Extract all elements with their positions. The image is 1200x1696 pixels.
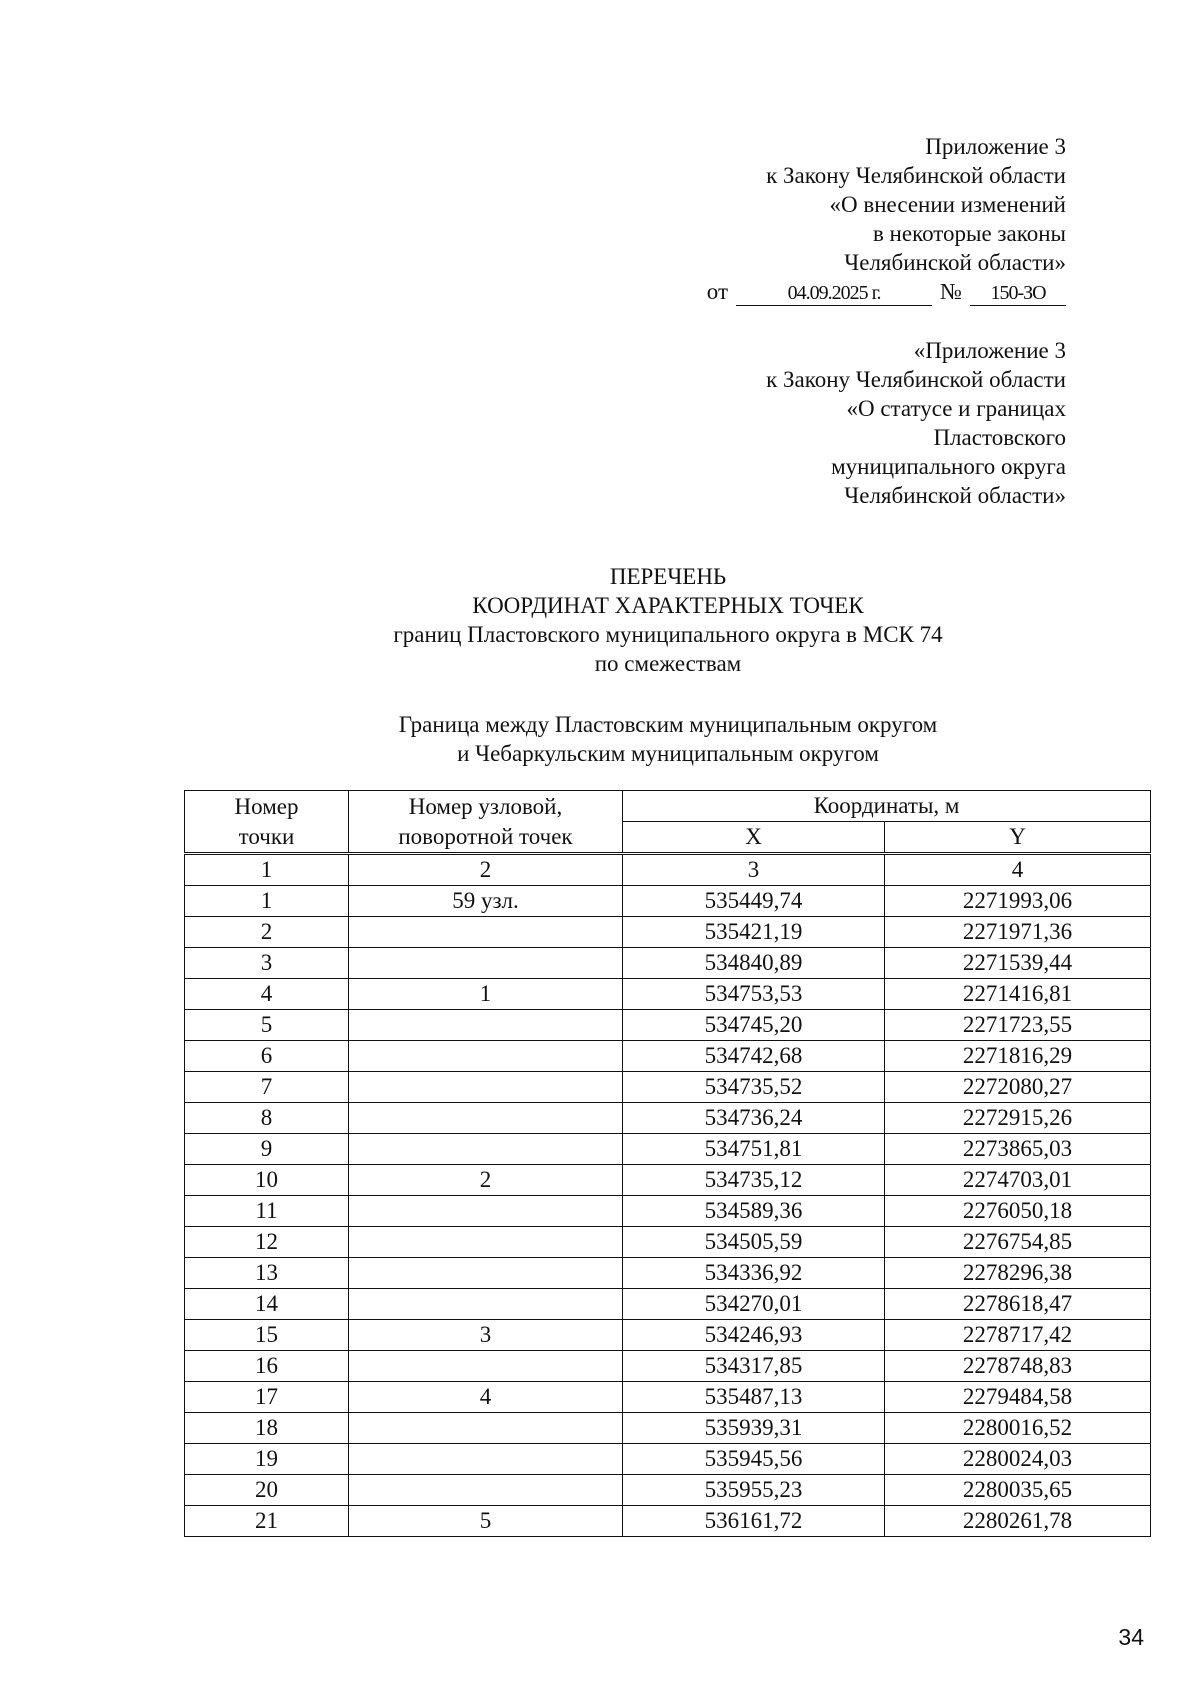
table-row: [185, 1289, 1151, 1320]
table-row: [185, 886, 1151, 917]
cell-y: 2276754,85: [885, 1227, 1151, 1258]
cell-x: 535487,13: [623, 1382, 885, 1413]
cell-node-number: [349, 1351, 623, 1382]
cell-y: 2278618,47: [885, 1289, 1151, 1320]
cell-point-number: 7: [185, 1072, 349, 1103]
cell-y: 2272915,26: [885, 1103, 1151, 1134]
cell-x: 535955,23: [623, 1475, 885, 1506]
cell-y: 2278717,42: [885, 1320, 1151, 1351]
boundary-line: Граница между Пластовским муниципальным округом: [398, 712, 938, 737]
page-number: 34: [1118, 1624, 1144, 1650]
cell-node-number: 1: [349, 979, 623, 1010]
number-sign: №: [940, 279, 962, 304]
cell-point-number: 6: [185, 1041, 349, 1072]
cell-point-number: 5: [185, 1010, 349, 1041]
cell-node-number: [349, 1475, 623, 1506]
cell-point-number: 12: [185, 1227, 349, 1258]
cell-node-number: [349, 1227, 623, 1258]
cell-x: 535945,56: [623, 1444, 885, 1475]
cell-y: 2274703,01: [885, 1165, 1151, 1196]
cell-x: 534742,68: [623, 1041, 885, 1072]
cell-node-number: [349, 1103, 623, 1134]
cell-x: 534336,92: [623, 1258, 885, 1289]
table-row: [185, 1072, 1151, 1103]
cell-x: 535449,74: [623, 886, 885, 917]
cell-node-number: [349, 1258, 623, 1289]
cell-x: 536161,72: [623, 1506, 885, 1537]
table-row: [185, 1320, 1151, 1351]
cell-node-number: [349, 948, 623, 979]
cell-x: 534753,53: [623, 979, 885, 1010]
column-number: 3: [623, 854, 885, 886]
cell-y: 2278748,83: [885, 1351, 1151, 1382]
table-row: [185, 1165, 1151, 1196]
table-row: [185, 1134, 1151, 1165]
table-row: [185, 1475, 1151, 1506]
cell-point-number: 13: [185, 1258, 349, 1289]
header-x: X: [623, 822, 885, 854]
header-y: Y: [885, 822, 1151, 854]
appendix-line: «О внесении изменений: [829, 192, 1066, 217]
cell-point-number: 2: [185, 917, 349, 948]
cell-x: 534505,59: [623, 1227, 885, 1258]
cell-x: 534246,93: [623, 1320, 885, 1351]
cell-y: 2280035,65: [885, 1475, 1151, 1506]
cell-point-number: 14: [185, 1289, 349, 1320]
cell-y: 2278296,38: [885, 1258, 1151, 1289]
cell-node-number: 3: [349, 1320, 623, 1351]
cell-x: 534735,12: [623, 1165, 885, 1196]
cell-y: 2273865,03: [885, 1134, 1151, 1165]
title-line: КООРДИНАТ ХАРАКТЕРНЫХ ТОЧЕК: [472, 593, 864, 618]
table-row: [185, 1351, 1151, 1382]
cell-point-number: 3: [185, 948, 349, 979]
column-number: 1: [185, 854, 349, 886]
cell-node-number: 5: [349, 1506, 623, 1537]
table-header-row: [185, 791, 1151, 822]
amended-line: к Закону Челябинской области: [766, 367, 1066, 392]
header-node-number: Номер узловой, поворотной точек: [349, 791, 623, 854]
cell-point-number: 9: [185, 1134, 349, 1165]
header-coordinates: Координаты, м: [623, 791, 1151, 822]
law-date: 04.09.2025 г.: [736, 281, 932, 306]
cell-x: 534751,81: [623, 1134, 885, 1165]
cell-y: 2271993,06: [885, 886, 1151, 917]
table-row: [185, 1103, 1151, 1134]
cell-y: 2271971,36: [885, 917, 1151, 948]
boundary-subtitle: [0, 710, 1200, 768]
cell-x: 534745,20: [623, 1010, 885, 1041]
appendix-line: Челябинской области»: [844, 250, 1066, 275]
cell-y: 2271723,55: [885, 1010, 1151, 1041]
cell-node-number: [349, 1289, 623, 1320]
title-line: ПЕРЕЧЕНЬ: [609, 564, 727, 589]
table-row: [185, 948, 1151, 979]
column-number-row: [185, 854, 1151, 886]
cell-x: 534317,85: [623, 1351, 885, 1382]
cell-x: 534735,52: [623, 1072, 885, 1103]
column-number: 2: [349, 854, 623, 886]
cell-node-number: [349, 1041, 623, 1072]
cell-node-number: [349, 1134, 623, 1165]
cell-point-number: 1: [185, 886, 349, 917]
document-title: [0, 562, 1200, 678]
table-row: [185, 1382, 1151, 1413]
cell-x: 535939,31: [623, 1413, 885, 1444]
amended-line: Челябинской области»: [844, 483, 1066, 508]
cell-y: 2280016,52: [885, 1413, 1151, 1444]
cell-point-number: 4: [185, 979, 349, 1010]
appendix-line: в некоторые законы: [872, 221, 1066, 246]
date-prefix: от: [706, 279, 729, 304]
table-row: [185, 1196, 1151, 1227]
header-point-number: Номер точки: [185, 791, 349, 854]
cell-point-number: 19: [185, 1444, 349, 1475]
cell-y: 2271416,81: [885, 979, 1151, 1010]
amended-line: Пластовского: [933, 425, 1066, 450]
column-number: 4: [885, 854, 1151, 886]
table-row: [185, 979, 1151, 1010]
table-row: [185, 1413, 1151, 1444]
cell-node-number: [349, 1196, 623, 1227]
cell-point-number: 10: [185, 1165, 349, 1196]
cell-y: 2271539,44: [885, 948, 1151, 979]
cell-point-number: 8: [185, 1103, 349, 1134]
table-body: [185, 886, 1151, 1537]
cell-node-number: [349, 917, 623, 948]
cell-point-number: 18: [185, 1413, 349, 1444]
cell-node-number: 59 узл.: [349, 886, 623, 917]
cell-point-number: 20: [185, 1475, 349, 1506]
appendix-line: Приложение 3: [925, 134, 1066, 159]
amended-appendix-header: [766, 336, 1066, 510]
title-line: по смежествам: [594, 651, 742, 676]
boundary-line: и Чебаркульским муниципальным округом: [457, 741, 879, 766]
amended-line: муниципального округа: [831, 454, 1066, 479]
cell-node-number: [349, 1444, 623, 1475]
cell-node-number: 4: [349, 1382, 623, 1413]
amended-line: «Приложение 3: [913, 338, 1066, 363]
law-number: 150-ЗО: [970, 281, 1066, 306]
title-line: границ Пластовского муниципального округа в МСК 74: [393, 622, 943, 647]
law-date-number-line: [707, 277, 1066, 306]
cell-point-number: 16: [185, 1351, 349, 1382]
table-row: [185, 1258, 1151, 1289]
table-row: [185, 917, 1151, 948]
cell-x: 534589,36: [623, 1196, 885, 1227]
table-row: [185, 1041, 1151, 1072]
cell-y: 2272080,27: [885, 1072, 1151, 1103]
cell-x: 535421,19: [623, 917, 885, 948]
table-row: [185, 1506, 1151, 1537]
cell-y: 2276050,18: [885, 1196, 1151, 1227]
table-row: [185, 1444, 1151, 1475]
cell-node-number: [349, 1010, 623, 1041]
cell-y: 2271816,29: [885, 1041, 1151, 1072]
cell-node-number: 2: [349, 1165, 623, 1196]
appendix-header: [707, 132, 1066, 306]
cell-point-number: 21: [185, 1506, 349, 1537]
cell-x: 534840,89: [623, 948, 885, 979]
cell-point-number: 15: [185, 1320, 349, 1351]
amended-line: «О статусе и границах: [846, 396, 1066, 421]
table-row: [185, 1227, 1151, 1258]
cell-node-number: [349, 1413, 623, 1444]
cell-point-number: 17: [185, 1382, 349, 1413]
appendix-line: к Закону Челябинской области: [766, 163, 1066, 188]
cell-x: 534736,24: [623, 1103, 885, 1134]
table-row: [185, 1010, 1151, 1041]
cell-y: 2280261,78: [885, 1506, 1151, 1537]
cell-x: 534270,01: [623, 1289, 885, 1320]
cell-y: 2279484,58: [885, 1382, 1151, 1413]
cell-node-number: [349, 1072, 623, 1103]
coordinates-table: [184, 790, 1151, 1537]
cell-point-number: 11: [185, 1196, 349, 1227]
cell-y: 2280024,03: [885, 1444, 1151, 1475]
